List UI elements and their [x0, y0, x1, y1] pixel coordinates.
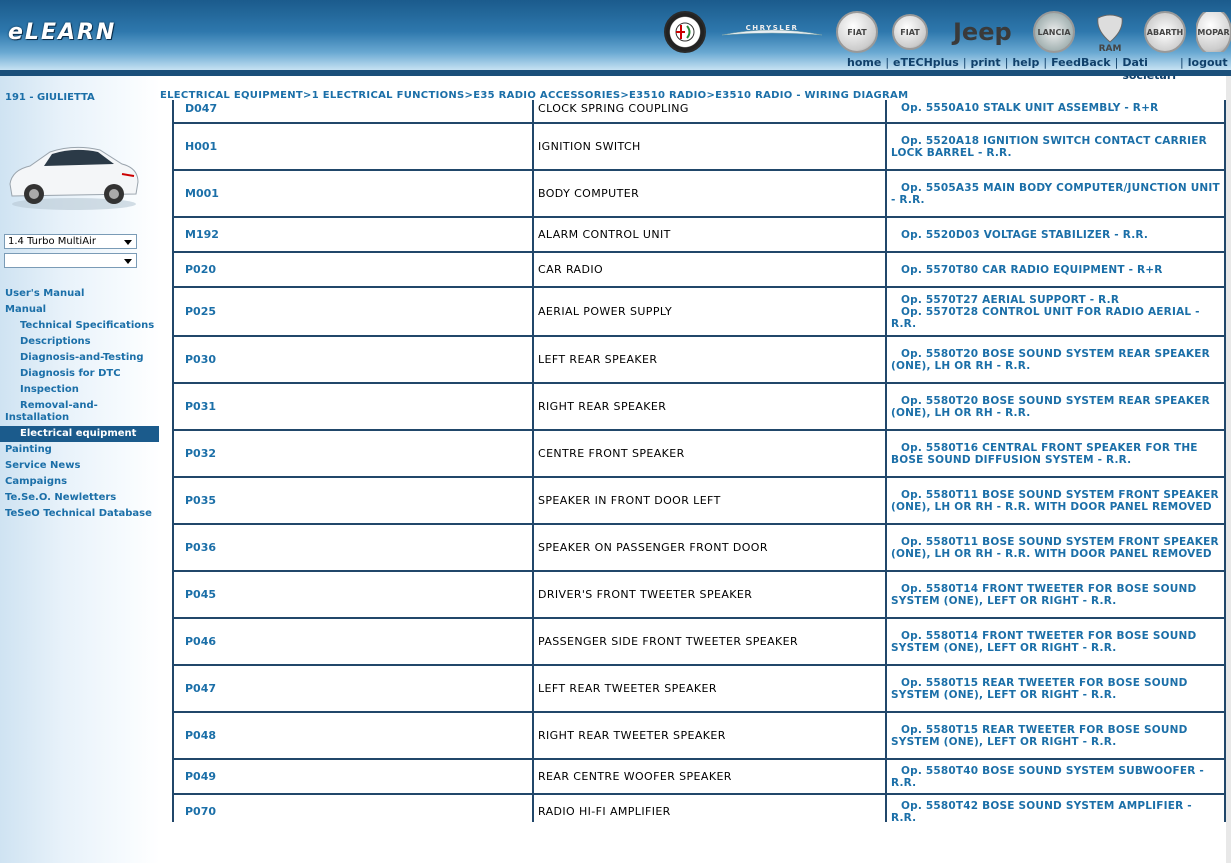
wiring-components-table — [172, 100, 1226, 822]
table-row — [173, 665, 1225, 712]
table-row — [173, 524, 1225, 571]
component-code-cell[interactable]: P045 — [173, 571, 533, 618]
jeep-logo-icon[interactable] — [953, 12, 1012, 52]
sidebar-item-user-s-manual[interactable]: User's Manual — [5, 288, 85, 299]
sidebar-item-diagnosis-for-dtc[interactable]: Diagnosis for DTC — [20, 368, 121, 379]
component-code-cell[interactable]: M001 — [173, 170, 533, 217]
operation-link[interactable]: Op. 5580T14 FRONT TWEETER FOR BOSE SOUND SYSTEM (ONE), LEFT OR RIGHT - R.R. — [891, 629, 1197, 654]
operation-link[interactable]: Op. 5505A35 MAIN BODY COMPUTER/JUNCTION UNIT - R.R. — [891, 181, 1220, 206]
operation-cell — [886, 712, 1225, 759]
operation-link[interactable]: Op. 5580T20 BOSE SOUND SYSTEM REAR SPEAKER (ONE), LH OR RH - R.R. — [891, 347, 1210, 372]
component-description-cell: LEFT REAR TWEETER SPEAKER — [533, 665, 886, 712]
sidebar-item-electrical-equipment[interactable]: Electrical equipment — [0, 426, 159, 442]
operation-cell — [886, 430, 1225, 477]
table-row — [173, 100, 1225, 123]
table-row — [173, 571, 1225, 618]
dati-societari-link[interactable]: Dati — [1122, 56, 1148, 69]
logout-link[interactable]: logout — [1187, 56, 1228, 69]
help-link[interactable]: help — [1012, 56, 1040, 69]
component-code-cell[interactable]: P035 — [173, 477, 533, 524]
component-description-cell: RIGHT REAR TWEETER SPEAKER — [533, 712, 886, 759]
table-row — [173, 287, 1225, 336]
model-title: 191 - GIULIETTA — [5, 92, 95, 103]
link-separator: | — [885, 56, 890, 69]
operation-link[interactable]: Op. 5580T15 REAR TWEETER FOR BOSE SOUND SYSTEM (ONE), LEFT OR RIGHT - R.R. — [891, 723, 1188, 748]
operation-link[interactable]: Op. 5580T42 BOSE SOUND SYSTEM AMPLIFIER - R.R. — [891, 799, 1192, 822]
component-code-cell[interactable]: D047 — [173, 100, 533, 123]
chevron-down-icon — [124, 240, 132, 245]
operation-link[interactable]: Op. 5570T27 AERIAL SUPPORT - R.R — [901, 293, 1120, 306]
operation-cell — [886, 477, 1225, 524]
operation-link[interactable]: Op. 5580T20 BOSE SOUND SYSTEM REAR SPEAKER (ONE), LH OR RH - R.R. — [891, 394, 1210, 419]
operation-cell — [886, 170, 1225, 217]
component-code-cell[interactable]: P030 — [173, 336, 533, 383]
component-description-cell: LEFT REAR SPEAKER — [533, 336, 886, 383]
table-row — [173, 252, 1225, 287]
print-link[interactable]: print — [970, 56, 1001, 69]
header-links — [843, 56, 1231, 82]
sidebar-item-technical-specifications[interactable]: Technical Specifications — [20, 320, 155, 331]
operation-link[interactable]: Op. 5580T40 BOSE SOUND SYSTEM SUBWOOFER - R.R. — [891, 764, 1204, 789]
sidebar-item-manual[interactable]: Manual — [5, 304, 47, 315]
feedback-link[interactable]: FeedBack — [1051, 56, 1111, 69]
operation-link[interactable]: Op. 5520A18 IGNITION SWITCH CONTACT CARRIER LOCK BARREL - R.R. — [891, 134, 1207, 159]
operation-cell — [886, 100, 1225, 123]
operation-cell — [886, 618, 1225, 665]
component-code-cell[interactable]: P025 — [173, 287, 533, 336]
component-code-cell[interactable]: P020 — [173, 252, 533, 287]
sidebar-item-te-se-o-newletters[interactable]: Te.Se.O. Newletters — [5, 492, 117, 503]
table-row — [173, 794, 1225, 822]
table-row — [173, 618, 1225, 665]
sidebar-item-inspection[interactable]: Inspection — [20, 384, 79, 395]
jeep-logo-text: Jeep — [953, 18, 1012, 46]
component-description-cell: CAR RADIO — [533, 252, 886, 287]
sidebar-item-service-news[interactable]: Service News — [5, 460, 81, 471]
operation-link[interactable]: Op. 5570T80 CAR RADIO EQUIPMENT - R+R — [901, 263, 1163, 276]
operation-link[interactable]: Op. 5580T15 REAR TWEETER FOR BOSE SOUND SYSTEM (ONE), LEFT OR RIGHT - R.R. — [891, 676, 1188, 701]
component-description-cell: RIGHT REAR SPEAKER — [533, 383, 886, 430]
component-description-cell: ALARM CONTROL UNIT — [533, 217, 886, 252]
component-description-cell: PASSENGER SIDE FRONT TWEETER SPEAKER — [533, 618, 886, 665]
sidebar-item-teseo-technical-database[interactable]: TeSeO Technical Database — [5, 508, 152, 519]
operation-link[interactable]: Op. 5520D03 VOLTAGE STABILIZER - R.R. — [901, 228, 1149, 241]
component-code-cell[interactable]: M192 — [173, 217, 533, 252]
component-code-cell[interactable]: P047 — [173, 665, 533, 712]
home-link[interactable]: home — [847, 56, 882, 69]
operation-cell — [886, 759, 1225, 794]
table-row — [173, 123, 1225, 170]
table-row — [173, 336, 1225, 383]
component-code-cell[interactable]: P031 — [173, 383, 533, 430]
operation-link[interactable]: Op. 5580T14 FRONT TWEETER FOR BOSE SOUND SYSTEM (ONE), LEFT OR RIGHT - R.R. — [891, 582, 1197, 607]
sidebar-item-removal-and-installation[interactable]: Removal-and-Installation — [5, 400, 98, 423]
component-description-cell: IGNITION SWITCH — [533, 123, 886, 170]
etechplus-link[interactable]: eTECHplus — [893, 56, 959, 69]
table-row — [173, 712, 1225, 759]
component-description-cell: DRIVER'S FRONT TWEETER SPEAKER — [533, 571, 886, 618]
component-code-cell[interactable]: H001 — [173, 123, 533, 170]
operation-cell — [886, 794, 1225, 822]
svg-text:RAM: RAM — [1098, 44, 1122, 52]
lancia-logo-icon[interactable]: LANCIA — [1033, 12, 1075, 52]
chevron-down-icon — [124, 259, 132, 264]
engine-select-value: 1.4 Turbo MultiAir — [8, 236, 96, 247]
sidebar-item-painting[interactable]: Painting — [5, 444, 52, 455]
breadcrumb[interactable]: ELECTRICAL EQUIPMENT>1 ELECTRICAL FUNCTIONS>E35 RADIO ACCESSORIES>E3510 RADIO>E3510 RADIO - WIRING DIAGRAM — [160, 90, 909, 101]
scrollbar[interactable] — [1226, 76, 1231, 863]
table-row — [173, 430, 1225, 477]
operation-cell — [886, 336, 1225, 383]
component-description-cell: SPEAKER ON PASSENGER FRONT DOOR — [533, 524, 886, 571]
component-description-cell: AERIAL POWER SUPPLY — [533, 287, 886, 336]
header-divider — [0, 70, 1231, 76]
operation-cell — [886, 665, 1225, 712]
engine-select[interactable] — [4, 234, 137, 249]
sidebar-item-descriptions[interactable]: Descriptions — [20, 336, 91, 347]
fiat-professional-logo-icon[interactable]: FIAT — [892, 12, 928, 52]
operation-cell — [886, 383, 1225, 430]
secondary-select[interactable] — [4, 253, 137, 268]
sidebar-item-diagnosis-and-testing[interactable]: Diagnosis-and-Testing — [20, 352, 144, 363]
mopar-logo-icon[interactable]: MOPAR — [1196, 12, 1231, 52]
component-description-cell: SPEAKER IN FRONT DOOR LEFT — [533, 477, 886, 524]
sidebar — [0, 76, 160, 863]
alfa-romeo-logo-icon[interactable] — [664, 12, 706, 52]
operation-cell — [886, 524, 1225, 571]
operation-cell — [886, 123, 1225, 170]
car-image — [4, 134, 142, 212]
chrysler-logo-icon[interactable] — [720, 12, 824, 52]
table-row — [173, 217, 1225, 252]
link-separator: | — [1114, 56, 1119, 69]
table-row — [173, 383, 1225, 430]
component-description-cell: BODY COMPUTER — [533, 170, 886, 217]
operation-cell — [886, 217, 1225, 252]
component-description-cell: RADIO HI-FI AMPLIFIER — [533, 794, 886, 822]
operation-cell — [886, 571, 1225, 618]
table-row — [173, 759, 1225, 794]
sidebar-nav — [0, 286, 160, 522]
component-code-cell[interactable]: P049 — [173, 759, 533, 794]
component-code-cell[interactable]: P032 — [173, 430, 533, 477]
component-description-cell: CENTRE FRONT SPEAKER — [533, 430, 886, 477]
fiat-logo-icon[interactable]: FIAT — [836, 12, 878, 52]
operation-link[interactable]: Op. 5580T16 CENTRAL FRONT SPEAKER FOR THE BOSE SOUND DIFFUSION SYSTEM - R.R. — [891, 441, 1198, 466]
operation-cell — [886, 252, 1225, 287]
operation-link[interactable]: Op. 5550A10 STALK UNIT ASSEMBLY - R+R — [901, 102, 1159, 114]
component-code-cell[interactable]: P036 — [173, 524, 533, 571]
link-separator: | — [1043, 56, 1048, 69]
header-bar — [0, 0, 1231, 70]
operation-link[interactable]: Op. 5580T11 BOSE SOUND SYSTEM FRONT SPEAKER (ONE), LH OR RH - R.R. WITH DOOR PANEL REMOVED — [891, 488, 1219, 513]
link-separator: | — [1180, 56, 1184, 69]
table-body — [173, 100, 1225, 822]
table-row — [173, 170, 1225, 217]
operation-link[interactable]: Op. 5580T11 BOSE SOUND SYSTEM FRONT SPEAKER (ONE), LH OR RH - R.R. WITH DOOR PANEL REMOVED — [891, 535, 1219, 560]
table-row — [173, 477, 1225, 524]
svg-text:CHRYSLER: CHRYSLER — [745, 24, 799, 32]
sidebar-item-campaigns[interactable]: Campaigns — [5, 476, 68, 487]
elearn-logo[interactable]: eLEARN — [8, 20, 117, 45]
component-description-cell: REAR CENTRE WOOFER SPEAKER — [533, 759, 886, 794]
component-code-cell[interactable]: P046 — [173, 618, 533, 665]
link-separator: | — [1004, 56, 1009, 69]
operation-cell — [886, 287, 1225, 336]
ram-logo-icon[interactable] — [1090, 12, 1130, 52]
component-code-cell[interactable]: P048 — [173, 712, 533, 759]
component-description-cell: CLOCK SPRING COUPLING — [533, 100, 886, 123]
abarth-logo-icon[interactable]: ABARTH — [1144, 12, 1186, 52]
link-separator: | — [962, 56, 967, 69]
operation-link[interactable]: Op. 5570T28 CONTROL UNIT FOR RADIO AERIAL - R.R. — [891, 305, 1200, 330]
component-code-cell[interactable]: P070 — [173, 794, 533, 822]
